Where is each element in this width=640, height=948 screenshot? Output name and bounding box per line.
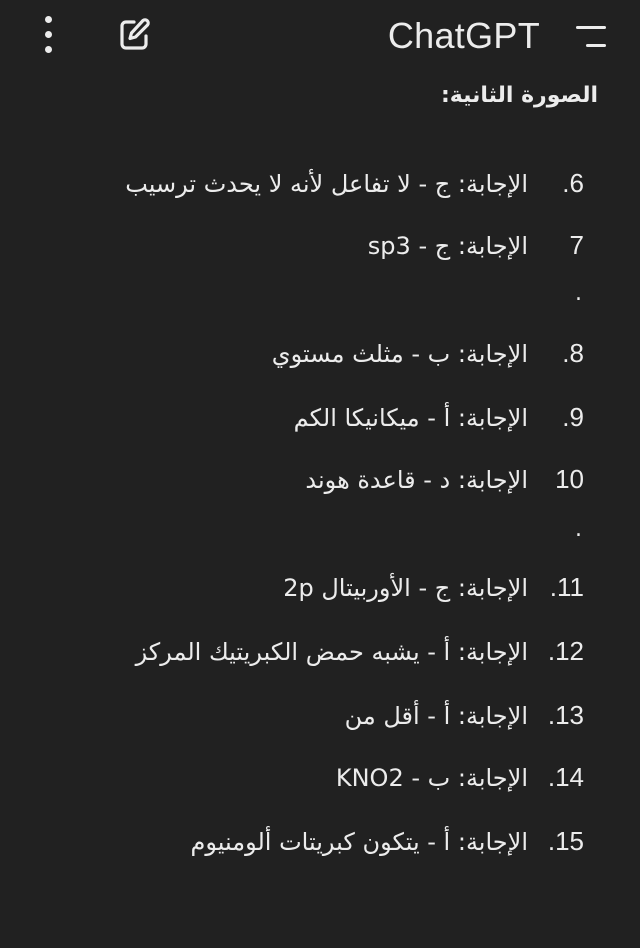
answer-number: 8.: [562, 338, 584, 368]
answer-item: [336, 760, 584, 795]
answer-text: الإجابة: أ - أقل من: [344, 702, 528, 730]
menu-icon[interactable]: [568, 20, 612, 54]
answer-text: الإجابة: ج - sp3: [367, 232, 528, 260]
answer-text: الإجابة: أ - يتكون كبريتات ألومنيوم: [190, 828, 528, 856]
answer-number: 10: [555, 464, 584, 494]
answer-number: 6.: [562, 168, 584, 198]
answer-item: [305, 462, 584, 497]
answer-item: [136, 634, 584, 669]
top-bar: [0, 0, 640, 80]
answer-number: 14.: [547, 762, 584, 792]
answer-number: 9.: [562, 402, 584, 432]
answer-item: [190, 824, 584, 859]
edit-icon-graphic: [114, 14, 156, 56]
answer-number: 13.: [547, 700, 584, 730]
kebab-icon[interactable]: [36, 14, 62, 56]
answer-number: 12.: [547, 636, 584, 666]
answer-text: الإجابة: د - قاعدة هوند: [305, 466, 528, 494]
answer-number: 7: [569, 230, 584, 260]
answer-item: [283, 570, 584, 605]
answer-item: [125, 166, 584, 201]
answer-item: [345, 698, 584, 733]
answer-text: الإجابة: ب - KNO2: [335, 764, 528, 792]
answer-text: الإجابة: أ - يشبه حمض الكبريتيك المركز: [135, 638, 528, 666]
section-heading: الصورة الثانية:: [440, 83, 598, 108]
answer-item: [368, 228, 584, 263]
answer-text: الإجابة: ب - مثلث مستوي: [271, 340, 528, 368]
answer-item: [294, 400, 584, 435]
separator-dot: .: [575, 517, 582, 542]
answer-text: الإجابة: أ - ميكانيكا الكم: [293, 404, 528, 432]
edit-icon[interactable]: [114, 14, 156, 56]
separator-dot: .: [575, 281, 582, 306]
app-title: ChatGPT: [387, 15, 540, 56]
answer-text: الإجابة: ج - الأوربيتال 2p: [283, 574, 528, 602]
answer-item: [272, 336, 584, 371]
answer-text: الإجابة: ج - لا تفاعل لأنه لا يحدث ترسيب: [125, 170, 528, 198]
answer-number: 15.: [547, 826, 584, 856]
answer-number: 11.: [549, 572, 584, 602]
